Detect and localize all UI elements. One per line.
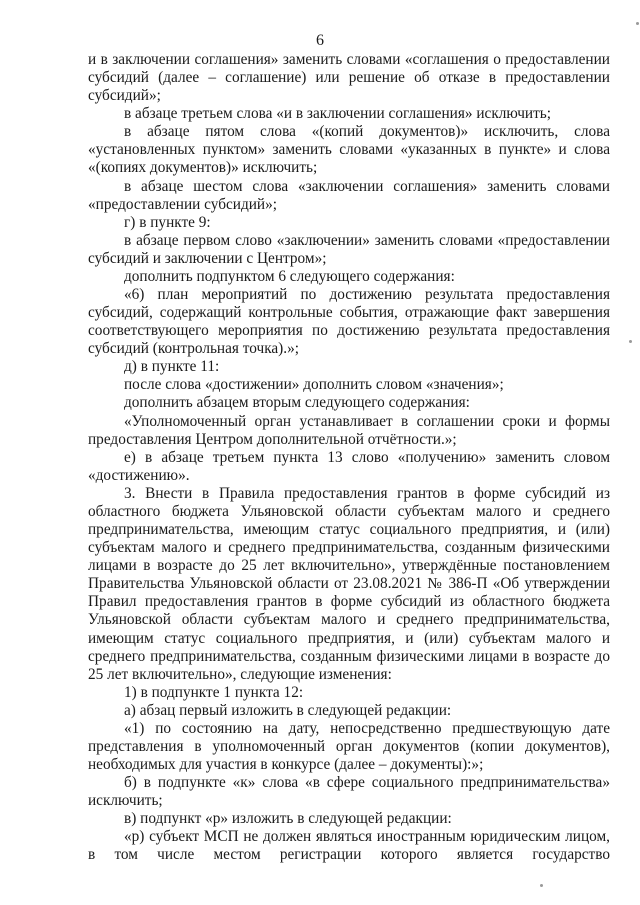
document-body <box>88 51 610 865</box>
paragraph-6: в абзаце первом слово «заключении» заменить словами «предоставлении субсидий и заключении с Центром»; <box>88 231 610 267</box>
paragraph-3: в абзаце пятом слова «(копий документов)» исключить, слова «установленных пунктом» заменить словами «указанных в пункте» и слова «(копиях документов)» исключить; <box>88 123 610 177</box>
paragraph-4: в абзаце шестом слова «заключении соглашения» заменить словами «предоставлении субсидий»; <box>88 177 610 213</box>
paragraph-14: 3. Внести в Правила предоставления грантов в форме субсидий из областного бюджета Ульяновской области субъектам малого и среднего предпринимательства, имеющим статус социального предприятия, и (или) субъектам малого и среднего предпринимательства, созданным физическими лицами в возрасте до 25 лет включительно», утверждённые постановлением Правительства Ульяновской области от 23.08.2021 № 386-П «Об утверждении Правил предоставления грантов в форме субсидий из областного бюджета Ульяновской области субъектам малого и среднего предпринимательства, имеющим статус социального предприятия, и (или) субъектам малого и среднего предпринимательства, созданным физическими лицами в возрасте до 25 лет включительно», следующие изменения: <box>88 484 610 683</box>
paragraph-10: после слова «достижении» дополнить словом «значения»; <box>124 376 504 394</box>
scan-speck <box>629 340 632 343</box>
paragraph-11: дополнить абзацем вторым следующего содержания: <box>124 394 470 412</box>
paragraph-8: «6) план мероприятий по достижению результата предоставления субсидий, содержащий контрольные события, отражающие факт завершения соответствующего мероприятия по достижению результата предоставления субсидий (контрольная точка).»; <box>88 286 610 358</box>
paragraph-5: г) в пункте 9: <box>124 213 211 231</box>
paragraph-1: и в заключении соглашения» заменить словами «соглашения о предоставлении субсидий (далее – соглашение) или решение об отказе в предоставлении субсидий»; <box>88 51 610 105</box>
paragraph-16: а) абзац первый изложить в следующей редакции: <box>124 701 452 719</box>
paragraph-17: «1) по состоянию на дату, непосредственно предшествующую дате представления в уполномоченный орган документов (копии документов), необходимых для участия в конкурсе (далее – документы):»; <box>88 719 610 774</box>
paragraph-15: 1) в подпункте 1 пункта 12: <box>124 683 304 701</box>
paragraph-19: в) подпункт «р» изложить в следующей редакции: <box>124 810 452 828</box>
paragraph-18: б) в подпункте «к» слова «в сфере социального предпринимательства» исключить; <box>88 774 610 810</box>
scan-speck <box>540 884 543 887</box>
paragraph-7: дополнить подпунктом 6 следующего содержания: <box>124 267 455 285</box>
page-number: 6 <box>316 32 324 49</box>
paragraph-20: «р) субъект МСП не должен являться иностранным юридическим лицом, в том числе местом регистрации которого является государство <box>88 828 610 864</box>
paragraph-9: д) в пункте 11: <box>124 358 220 376</box>
paragraph-12: «Уполномоченный орган устанавливает в соглашении сроки и формы предоставления Центром дополнительной отчётности.»; <box>88 412 610 448</box>
paragraph-13: е) в абзаце третьем пункта 13 слово «получению» заменить словом «достижению». <box>88 448 610 484</box>
scan-speck <box>636 22 639 25</box>
paragraph-2: в абзаце третьем слова «и в заключении соглашения» исключить; <box>124 105 552 123</box>
